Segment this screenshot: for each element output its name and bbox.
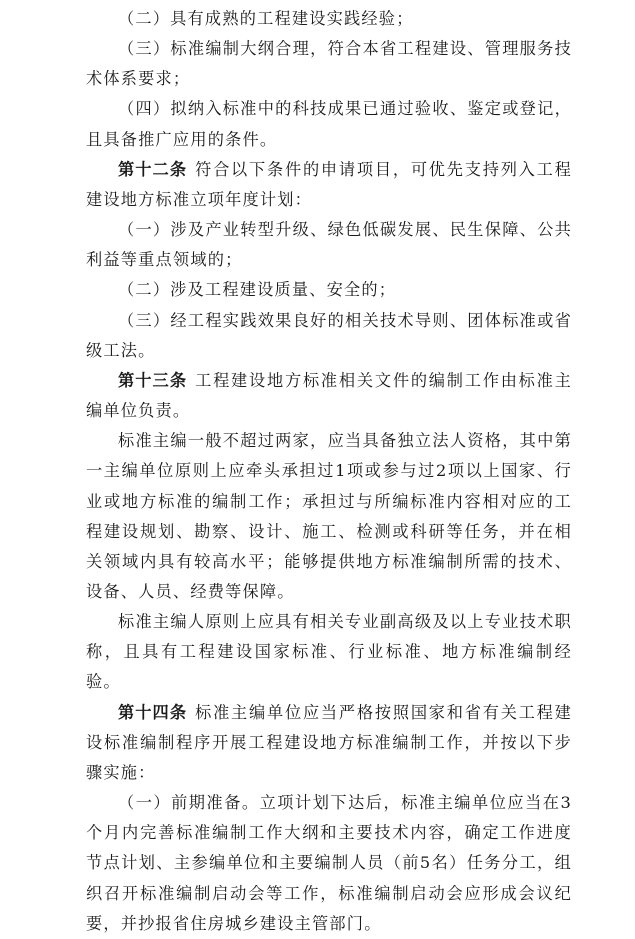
paragraph-text: （二）具有成熟的工程建设实践经验；: [118, 9, 414, 28]
paragraph-clause-4: [86, 94, 572, 154]
paragraph-text: 标准主编单位应当严格按照国家和省有关工程建设标准编制程序开展工程建设地方标准编制工作，并按以下步骤实施：: [86, 702, 573, 782]
paragraph-text: （三）经工程实践效果良好的相关技术导则、团体标准或省级工法。: [86, 310, 572, 360]
paragraph-article-12-item-3: [86, 306, 572, 366]
paragraph-article-13-editor-person: [86, 607, 572, 697]
paragraph-article-12-item-2: [86, 275, 572, 305]
paragraph-clause-2: [86, 4, 572, 34]
article-heading: 第十三条: [118, 370, 188, 390]
article-heading: 第十四条: [118, 702, 188, 722]
paragraph-article-13: [86, 366, 572, 426]
paragraph-text: 标准主编人原则上应具有相关专业副高级及以上专业技术职称，且具有工程建设国家标准、行业标准、地方标准编制经验。: [86, 612, 572, 692]
paragraph-article-13-editor-units: [86, 426, 572, 607]
paragraph-text: （三）标准编制大纲合理，符合本省工程建设、管理服务技术体系要求；: [86, 39, 572, 89]
paragraph-article-14: [86, 698, 572, 788]
paragraph-text: 工程建设地方标准相关文件的编制工作由标准主编单位负责。: [86, 370, 573, 421]
article-heading: 第十二条: [118, 159, 188, 179]
paragraph-text: （二）涉及工程建设质量、安全的；: [118, 280, 397, 300]
paragraph-text: （一）前期准备。立项计划下达后，标准主编单位应当在3个月内完善标准编制工作大纲和主要技术内容，确定工作进度节点计划、主参编单位和主要编制人员（前5名）任务分工，组织召开标准编制启动会等工作，标准编制启动会应形成会议纪要，并抄报省住房城乡建设主管部门。: [86, 793, 572, 933]
paragraph-article-14-item-1: [86, 788, 572, 939]
paragraph-clause-3: [86, 34, 572, 94]
paragraph-article-12: [86, 155, 572, 215]
paragraph-article-12-item-1: [86, 215, 572, 275]
paragraph-text: 标准主编一般不超过两家，应当具备独立法人资格，其中第一主编单位原则上应牵头承担过1项或参与过2项以上国家、行业或地方标准的编制工作；承担过与所编标准内容相对应的工程建设规划、勘察、设计、施工、检测或科研等任务，并在相关领域内具有较高水平；能够提供地方标准编制所需的技术、设备、人员、经费等保障。: [86, 431, 572, 601]
paragraph-text: 符合以下条件的申请项目，可优先支持列入工程建设地方标准立项年度计划：: [86, 159, 573, 209]
document-page: [86, 4, 572, 939]
paragraph-text: （一）涉及产业转型升级、绿色低碳发展、民生保障、公共利益等重点领域的；: [86, 220, 572, 270]
paragraph-text: （四）拟纳入标准中的科技成果已通过验收、鉴定或登记，且具备推广应用的条件。: [86, 99, 572, 149]
